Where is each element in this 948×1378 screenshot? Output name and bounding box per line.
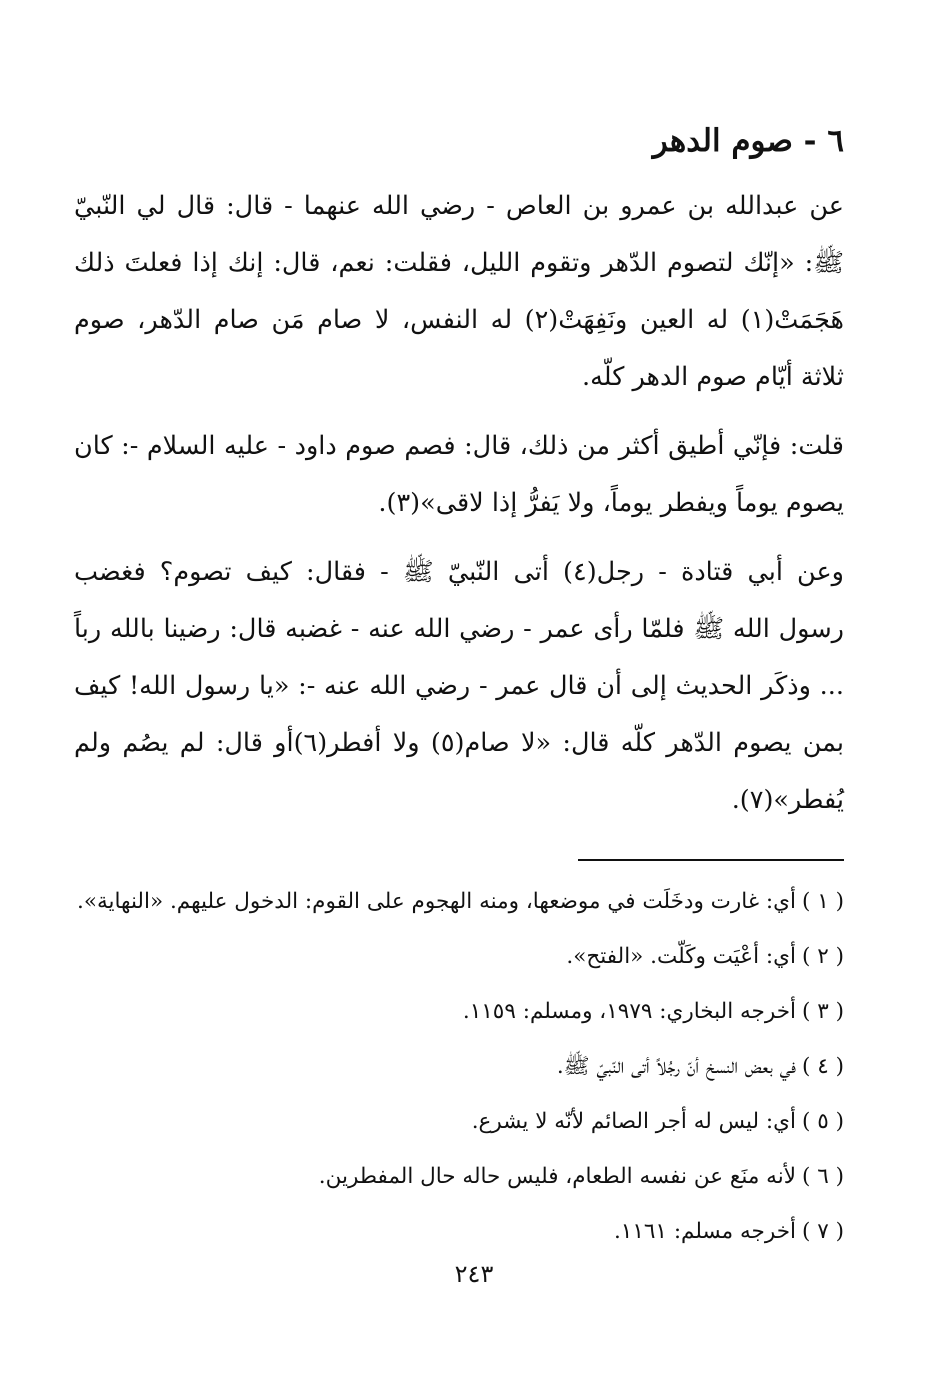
page-content bbox=[74, 118, 844, 1268]
footnote-text: أخرجه البخاري: ١٩٧٩، ومسلم: ١١٥٩. bbox=[462, 999, 796, 1024]
body-paragraph: وعن أبي قتادة - رجل(٤) أتى النّبيّ ﷺ - فقال: كيف تصوم؟ فغضب رسول الله ﷺ فلمّا رأى عمر - رضي الله عنه - غضبه قال: رضينا بالله رباً ... وذكَر الحديث إلى أن قال عمر - رضي الله عنه -: «يا رسول الله! كيف بمن يصوم الدّهر كلّه قال: «لا صام(٥) ولا أفطر(٦)أو قال: لم يصُم ولم يُفطر»(٧). bbox=[74, 557, 845, 815]
footnote bbox=[74, 1103, 844, 1141]
footnote-number: ( ١ ) bbox=[801, 889, 844, 914]
footnote-text: لأنه منَع عن نفسه الطعام، فليس حاله حال المفطرين. bbox=[318, 1164, 796, 1189]
footnote bbox=[74, 1213, 844, 1251]
body-paragraph: عن عبدالله بن عمرو بن العاص - رضي الله عنهما - قال: قال لي النّبيّ ﷺ: «إنّك لتصوم الدّهر وتقوم الليل، فقلت: نعم، قال: إنك إذا فعلتَ ذلك هَجَمَتْ(١) له العين ونَفِهَتْ(٢) له النفس، لا صام مَن صام الدّهر، صوم ثلاثة أيّام صوم الدهر كلّه. bbox=[74, 191, 844, 392]
footnote bbox=[74, 993, 844, 1031]
footnote-number: ( ٧ ) bbox=[801, 1219, 844, 1244]
footnote-number: ( ٦ ) bbox=[801, 1164, 844, 1189]
section-heading: ٦ - صوم الدهر bbox=[652, 123, 844, 159]
page-number: ٢٤٣ bbox=[454, 1260, 494, 1288]
footnote-number: ( ٤ ) bbox=[801, 1054, 844, 1079]
footnote-number: ( ٢ ) bbox=[801, 944, 844, 969]
footnote bbox=[74, 883, 844, 921]
footnote-number: ( ٣ ) bbox=[801, 999, 844, 1024]
footnotes bbox=[74, 883, 844, 1251]
footnote bbox=[74, 938, 844, 976]
footnote-text: أخرجه مسلم: ١١٦١. bbox=[613, 1219, 796, 1244]
footnote-text: أي: غارت ودخَلَت في موضعها، ومنه الهجوم على القوم: الدخول عليهم. «النهاية». bbox=[76, 889, 796, 914]
footnote-text: في بعض النسخ أنّ رجُلاً أتى النّبيّ ﷺ. bbox=[556, 1054, 796, 1079]
body-paragraph: قلت: فإنّي أطيق أكثر من ذلك، قال: فصم صوم داود - عليه السلام -: كان يصوم يوماً ويفطر يوماً، ولا يَفرُّ إذا لاقى»(٣). bbox=[74, 431, 844, 518]
footnote bbox=[74, 1158, 844, 1196]
footnote-number: ( ٥ ) bbox=[801, 1109, 844, 1134]
footnote-text: أي: ليس له أجر الصائم لأنّه لا يشرع. bbox=[471, 1109, 796, 1134]
footnote-text: أي: أعْيَت وكَلّت. «الفتح». bbox=[566, 944, 796, 969]
footnote bbox=[74, 1048, 844, 1086]
footnote-separator bbox=[578, 859, 844, 861]
